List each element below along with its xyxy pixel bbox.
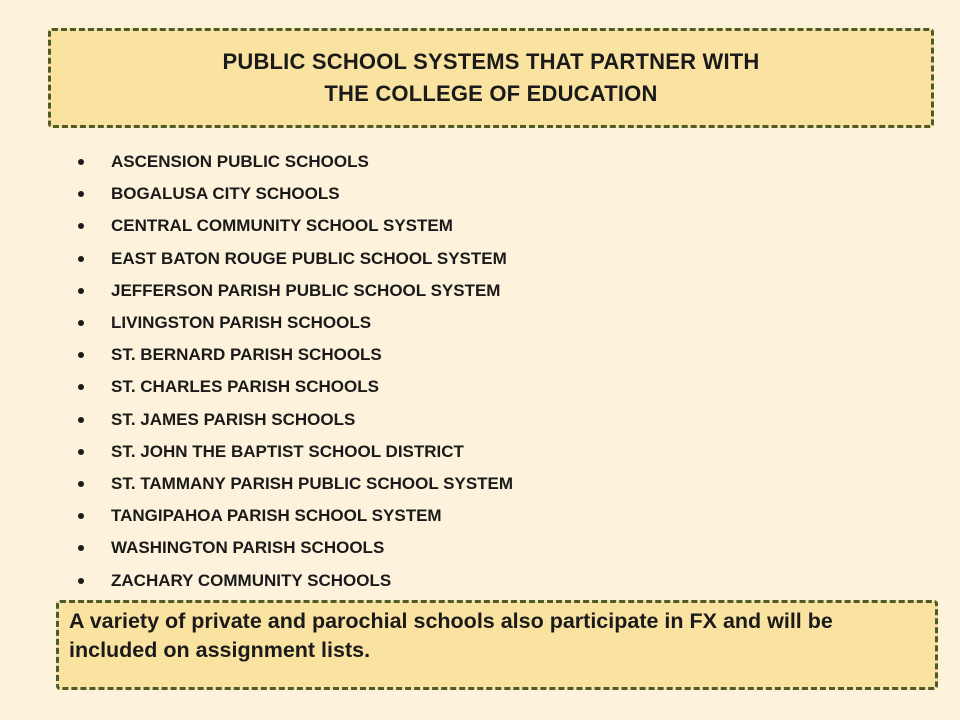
school-name: ST. BERNARD PARISH SCHOOLS — [111, 345, 382, 365]
list-item — [78, 404, 513, 436]
bullet-icon — [78, 159, 84, 165]
school-name: ST. TAMMANY PARISH PUBLIC SCHOOL SYSTEM — [111, 473, 514, 493]
bullet-icon — [78, 417, 84, 423]
school-name: WASHINGTON PARISH SCHOOLS — [111, 538, 385, 558]
list-item — [78, 146, 513, 178]
list-item — [78, 500, 513, 532]
note-box — [56, 600, 938, 690]
list-item — [78, 371, 513, 403]
school-name: BOGALUSA CITY SCHOOLS — [111, 184, 340, 204]
bullet-icon — [78, 449, 84, 455]
school-name: CENTRAL COMMUNITY SCHOOL SYSTEM — [111, 216, 453, 236]
bullet-icon — [78, 223, 84, 229]
school-list — [78, 146, 513, 597]
list-item — [78, 275, 513, 307]
note-text: A variety of private and parochial schools also participate in FX and will be included on assignment lists. — [69, 609, 833, 662]
title-box — [48, 28, 934, 128]
page-title-line-1: PUBLIC SCHOOL SYSTEMS THAT PARTNER WITH — [222, 49, 760, 74]
list-item — [78, 532, 513, 564]
bullet-icon — [78, 481, 84, 487]
school-name: LIVINGSTON PARISH SCHOOLS — [111, 313, 372, 333]
bullet-icon — [78, 288, 84, 294]
school-name: ZACHARY COMMUNITY SCHOOLS — [111, 570, 392, 590]
school-name: ST. CHARLES PARISH SCHOOLS — [111, 377, 379, 397]
bullet-icon — [78, 578, 84, 584]
list-item — [78, 564, 513, 596]
list-item — [78, 178, 513, 210]
school-name: JEFFERSON PARISH PUBLIC SCHOOL SYSTEM — [111, 280, 501, 300]
bullet-icon — [78, 513, 84, 519]
school-name: ST. JOHN THE BAPTIST SCHOOL DISTRICT — [111, 441, 464, 461]
list-item — [78, 307, 513, 339]
bullet-icon — [78, 256, 84, 262]
bullet-icon — [78, 191, 84, 197]
bullet-icon — [78, 384, 84, 390]
school-name: TANGIPAHOA PARISH SCHOOL SYSTEM — [111, 506, 442, 526]
school-name: ST. JAMES PARISH SCHOOLS — [111, 409, 356, 429]
list-item — [78, 210, 513, 242]
list-item — [78, 468, 513, 500]
list-item — [78, 436, 513, 468]
list-item — [78, 339, 513, 371]
school-name: ASCENSION PUBLIC SCHOOLS — [111, 152, 369, 172]
page-title-line-2: THE COLLEGE OF EDUCATION — [324, 81, 658, 106]
list-item — [78, 243, 513, 275]
school-name: EAST BATON ROUGE PUBLIC SCHOOL SYSTEM — [111, 248, 507, 268]
bullet-icon — [78, 545, 84, 551]
bullet-icon — [78, 320, 84, 326]
bullet-icon — [78, 352, 84, 358]
